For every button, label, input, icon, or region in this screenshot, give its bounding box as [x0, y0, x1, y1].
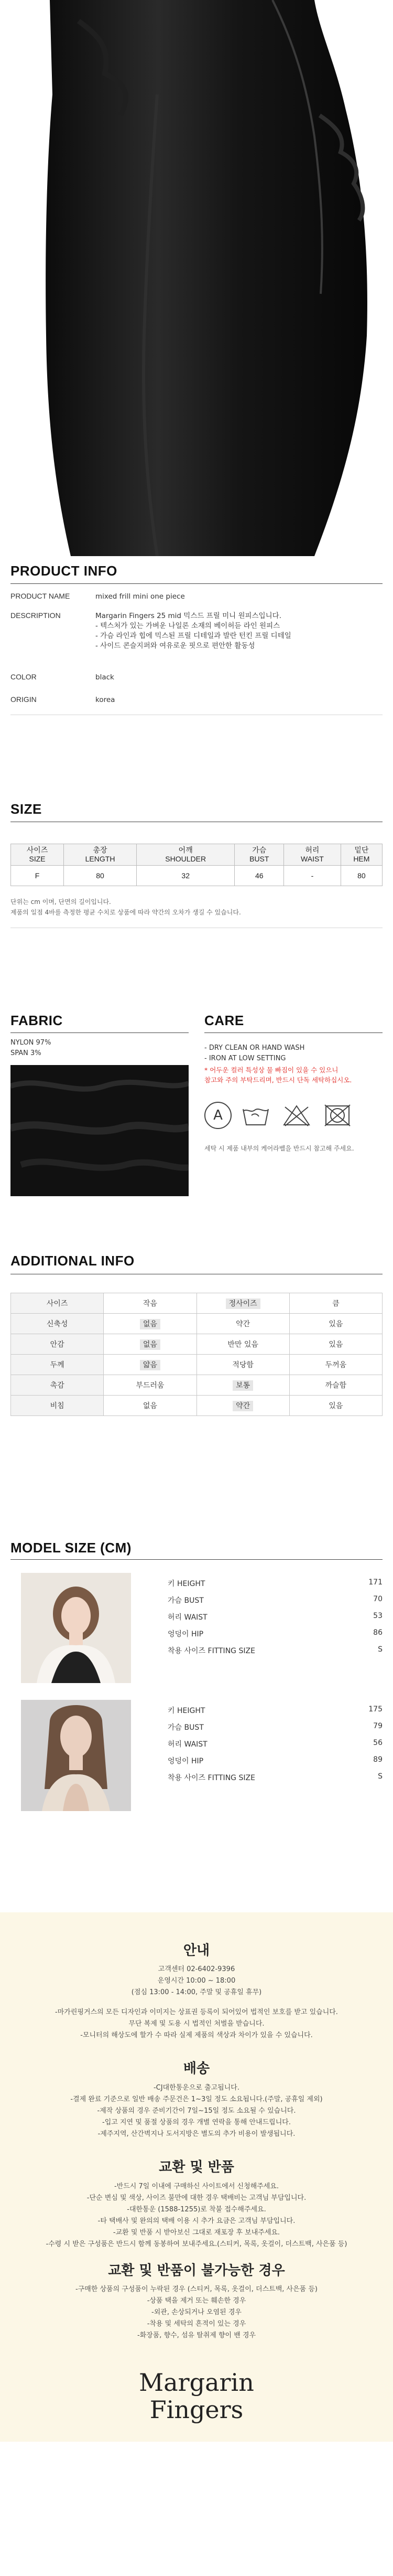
size-header-cell: 어깨 SHOULDER	[136, 844, 235, 866]
selected-value: 보통	[233, 1380, 253, 1391]
size-note: 단위는 cm 이며, 단면의 길이입니다.	[10, 898, 111, 906]
guide-contact: 운영시간 10:00 ~ 18:00	[157, 1977, 236, 1985]
fabric-swatch-image	[10, 1065, 189, 1196]
table-cell: 있음	[289, 1396, 382, 1416]
row-label: 안감	[11, 1334, 104, 1355]
no-exchange-text: -화장품, 향수, 섬유 탈취제 향이 밴 경우	[137, 2332, 256, 2339]
model-stat-row: 키 HEIGHT 175	[168, 1705, 383, 1715]
divider	[10, 583, 383, 584]
size-header-cell: 허리 WAIST	[284, 844, 341, 866]
table-cell: 적당함	[196, 1355, 289, 1375]
divider	[204, 1032, 383, 1033]
model-photo	[21, 1700, 131, 1811]
no-exchange-text: -외관, 손상되거나 오염된 경우	[151, 2308, 242, 2316]
row-label: 촉감	[11, 1375, 104, 1396]
care-warning: 참고와 주의 부탁드리며, 반드시 단독 세탁하십시오.	[204, 1076, 352, 1084]
guide-text: 무단 복제 및 도용 시 법적인 처벌을 받습니다.	[128, 2020, 265, 2028]
origin-row	[10, 695, 383, 706]
no-bleach-icon	[282, 1104, 311, 1127]
model-stat-row: 가슴 BUST 79	[168, 1722, 383, 1732]
brand-logo: Margarin Fingers	[139, 2368, 254, 2424]
table-cell: 반만 있음	[196, 1334, 289, 1355]
size-cell: F	[11, 866, 64, 886]
dry-clean-icon: A	[204, 1102, 232, 1129]
size-title: SIZE	[10, 801, 42, 817]
color-value: black	[95, 673, 114, 682]
guide-text: -마가린핑거스의 모든 디자인과 이미지는 상표권 등록이 되어있어 법적인 보호를 받고 있습니다.	[55, 2008, 338, 2016]
care-warning: * 어두운 컬러 특성상 물 빠짐이 있을 수 있으니	[204, 1066, 339, 1074]
description-key: DESCRIPTION	[10, 611, 61, 620]
table-cell: 없음	[104, 1396, 196, 1416]
table-row	[11, 1314, 383, 1334]
selected-value: 없음	[140, 1319, 160, 1329]
product-name-row	[10, 592, 383, 602]
table-row	[11, 1334, 383, 1355]
care-line: - DRY CLEAN OR HAND WASH	[204, 1044, 305, 1052]
no-exchange-text: -착용 및 세탁의 흔적이 있는 경우	[147, 2320, 246, 2328]
table-row	[11, 1396, 383, 1416]
fabric-title: FABRIC	[10, 1013, 63, 1028]
row-label: 두께	[11, 1355, 104, 1375]
table-cell: 까슬함	[289, 1375, 382, 1396]
hand-wash-icon	[241, 1104, 270, 1127]
exchange-text: -교환 및 반품 시 받아보신 그대로 재포장 후 보내주세요.	[113, 2229, 280, 2237]
size-header-cell: 가슴 BUST	[235, 844, 284, 866]
product-photo	[0, 0, 393, 556]
table-row	[11, 1355, 383, 1375]
shipping-text: -입고 지연 및 품절 상품의 경우 개별 연락을 통해 안내드립니다.	[102, 2119, 291, 2126]
size-header-cell: 사이즈 SIZE	[11, 844, 64, 866]
no-exchange-text: -구매한 상품의 구성품이 누락된 경우 (스티커, 목록, 옷걸이, 더스트백, 사은품 등)	[75, 2285, 318, 2293]
additional-info-table	[10, 1293, 383, 1416]
notice-panel	[0, 1912, 393, 2442]
fabric-line: SPAN 3%	[10, 1049, 41, 1057]
guide-contact: (점심 13:00 - 14:00, 주말 및 공휴일 휴무)	[131, 1988, 262, 1996]
table-cell	[196, 1293, 289, 1314]
model-stat-row: 허리 WAIST 53	[168, 1612, 383, 1622]
shipping-title: 배송	[183, 2061, 210, 2077]
exchange-text: -반드시 7일 이내에 구매하신 사이트에서 신청해주세요.	[114, 2183, 279, 2190]
table-cell: 있음	[289, 1314, 382, 1334]
model-stat-row: 가슴 BUST 70	[168, 1595, 383, 1605]
exchange-text: -타 택배사 및 완의의 택배 이용 시 추가 요금은 고객님 부담입니다.	[97, 2217, 296, 2225]
model-stat-row: 엉덩이 HIP 89	[168, 1755, 383, 1765]
size-cell: 32	[136, 866, 235, 886]
size-cell: -	[284, 866, 341, 886]
size-header-cell: 밑단 HEM	[341, 844, 382, 866]
table-cell: 작음	[104, 1293, 196, 1314]
no-exchange-title: 교환 및 반품이 불가능한 경우	[108, 2263, 285, 2279]
row-label: 사이즈	[11, 1293, 104, 1314]
table-cell	[196, 1375, 289, 1396]
guide-title: 안내	[183, 1943, 210, 1958]
size-note: 제품의 일점 4바를 측정한 평균 수치로 상품에 따라 약간의 오차가 생길 수 있습니다.	[10, 909, 241, 916]
origin-key: ORIGIN	[10, 695, 37, 704]
care-title: CARE	[204, 1013, 244, 1028]
shipping-text: -결제 완료 기준으로 일반 배송 주문건은 1~3일 정도 소요됩니다.(주말, 공휴일 제외)	[70, 2095, 323, 2103]
size-header-row	[11, 844, 383, 866]
selected-value: 얇음	[140, 1360, 160, 1370]
size-value-row	[11, 866, 383, 886]
model-size-title: MODEL SIZE (CM)	[10, 1540, 132, 1556]
table-cell: 큼	[289, 1293, 382, 1314]
table-cell: 있음	[289, 1334, 382, 1355]
care-line: - IRON AT LOW SETTING	[204, 1055, 286, 1062]
size-cell: 80	[341, 866, 382, 886]
additional-info-title: ADDITIONAL INFO	[10, 1253, 135, 1269]
care-note: 세탁 시 제품 내부의 케어라벨을 반드시 참고해 주세요.	[204, 1145, 354, 1152]
guide-text: -모니터의 해상도에 할가 수 따라 실제 제품의 색상과 차이가 있을 수 있습니다.	[80, 2031, 313, 2039]
table-cell	[104, 1334, 196, 1355]
size-cell: 80	[64, 866, 137, 886]
description-value: Margarin Fingers 25 mid 믹스드 프릴 미니 원피스입니다. - 텍스처가 있는 가벼운 나일론 소재의 베이허듣 라인 원피스 - 가슴 라인과 힙에 믹스된 프릴 디테일과 발란 턴킨 프릴 디테일 - 사이드 콘슬지퍼와 여유로운 핏으로 편안한 활동성	[95, 612, 291, 650]
exchange-title: 교환 및 반품	[159, 2159, 234, 2175]
exchange-text: -수령 시 받은 구성품은 반드시 함께 동봉하여 보내주세요.(스티커, 목록, 옷걸이, 더스트백, 사은품 등)	[46, 2240, 347, 2248]
divider	[10, 1032, 189, 1033]
shipping-text: -제작 상품의 경우 준비기간이 7일~15일 정도 소요될 수 있습니다.	[97, 2107, 296, 2115]
model-photo	[21, 1573, 131, 1683]
fabric-line: NYLON 97%	[10, 1039, 51, 1047]
color-row	[10, 673, 383, 683]
model-stat-row: 착용 사이즈 FITTING SIZE S	[168, 1645, 383, 1655]
selected-value: 정사이즈	[226, 1298, 260, 1309]
size-header-cell: 총장 LENGTH	[64, 844, 137, 866]
table-cell: 부드러움	[104, 1375, 196, 1396]
product-name-key: PRODUCT NAME	[10, 592, 70, 600]
selected-value: 약간	[233, 1401, 253, 1411]
table-row	[11, 1375, 383, 1396]
size-table	[10, 844, 383, 886]
product-info-title: PRODUCT INFO	[10, 563, 117, 579]
color-key: COLOR	[10, 673, 37, 681]
row-label: 비침	[11, 1396, 104, 1416]
selected-value: 없음	[140, 1339, 160, 1350]
row-label: 신축성	[11, 1314, 104, 1334]
model-stat-row: 착용 사이즈 FITTING SIZE S	[168, 1772, 383, 1782]
no-tumble-dry-icon	[323, 1104, 352, 1127]
care-icons	[204, 1102, 383, 1133]
shipping-text: -제주지역, 산간벽지나 도서지방은 별도의 추가 비용이 발생됩니다.	[97, 2130, 296, 2138]
black-dress-image	[0, 0, 393, 556]
description-row	[10, 611, 383, 653]
table-cell	[104, 1314, 196, 1334]
exchange-text: -대한통운 (1588-1255)로 착불 접수해주세요.	[127, 2206, 266, 2213]
table-cell	[196, 1396, 289, 1416]
size-cell: 46	[235, 866, 284, 886]
no-exchange-text: -상품 택을 제거 또는 훼손한 경우	[147, 2297, 246, 2305]
table-row	[11, 1293, 383, 1314]
product-name-value: mixed frill mini one piece	[95, 592, 185, 601]
origin-value: korea	[95, 696, 115, 704]
model-stat-row: 키 HEIGHT 171	[168, 1578, 383, 1588]
divider	[10, 1559, 383, 1560]
model-stat-row: 엉덩이 HIP 86	[168, 1628, 383, 1638]
model-stat-row: 허리 WAIST 56	[168, 1739, 383, 1749]
table-cell: 약간	[196, 1314, 289, 1334]
guide-contact: 고객센터 02-6402-9396	[158, 1965, 235, 1973]
exchange-text: -단순 변심 및 색상, 사이즈 불만에 대한 경우 택배비는 고객님 부담입니다.	[86, 2194, 307, 2202]
table-cell: 두꺼움	[289, 1355, 382, 1375]
table-cell	[104, 1355, 196, 1375]
shipping-text: -CJ대한통운으로 출고됩니다.	[153, 2084, 239, 2092]
